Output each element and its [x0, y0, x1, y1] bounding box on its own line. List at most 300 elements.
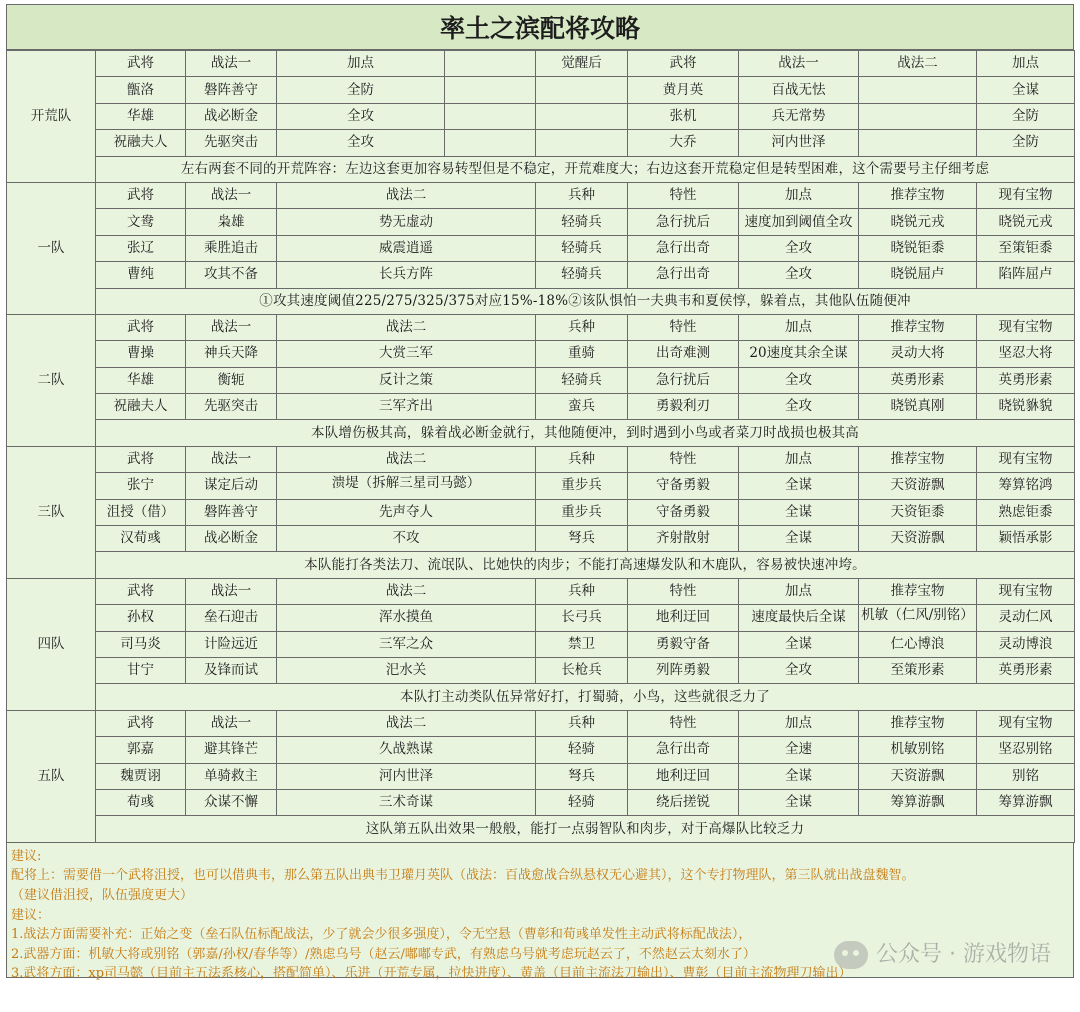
table-cell	[96, 130, 186, 156]
column-header-text: 推荐宝物	[890, 319, 945, 336]
table-cell	[277, 631, 536, 657]
table-cell-text: 张机	[669, 107, 697, 124]
table-cell	[277, 262, 536, 288]
table-cell	[186, 394, 277, 420]
advice-line: 建议:	[11, 848, 42, 864]
table-cell	[186, 130, 277, 156]
table-cell-text: 磐阵善守	[204, 81, 258, 98]
column-header	[186, 446, 277, 472]
table-cell	[536, 235, 628, 261]
table-row	[7, 499, 1075, 525]
table-row	[7, 763, 1075, 789]
table-cell	[186, 235, 277, 261]
team-label-text: 一队	[37, 239, 65, 256]
table-cell-text: 晓锐元戎	[890, 213, 945, 230]
table-cell	[859, 605, 977, 631]
column-header	[859, 314, 977, 340]
table-cell	[536, 103, 628, 129]
column-header-text: 兵种	[568, 319, 595, 336]
table-cell	[977, 77, 1075, 103]
table-cell	[536, 763, 628, 789]
table-cell-text: 长弓兵	[561, 609, 602, 626]
table-cell-text	[538, 106, 625, 127]
table-cell-text: 枭雄	[217, 213, 245, 230]
table-cell	[186, 209, 277, 235]
table-row	[7, 288, 1075, 314]
team-label-text: 四队	[37, 635, 65, 652]
column-header-text: 武将	[127, 187, 154, 204]
table-cell-text: 灵动仁风	[998, 609, 1053, 626]
table-cell-text: 天资游飘	[890, 530, 945, 547]
table-cell-text: 避其锋芒	[204, 741, 258, 758]
column-header-text: 战法一	[210, 583, 252, 599]
column-header-text: 战法二	[897, 55, 938, 72]
team-note	[96, 420, 1075, 446]
table-cell-text: 三术奇谋	[379, 794, 433, 811]
table-cell-text: 张辽	[127, 239, 154, 256]
table-cell-text: 先驱突击	[204, 134, 258, 151]
column-header-text: 武将	[127, 583, 154, 599]
table-cell	[96, 789, 186, 815]
column-header-text: 现有宝物	[998, 583, 1053, 599]
column-header	[96, 578, 186, 604]
table-cell	[96, 209, 186, 235]
table-cell-text: 魏贾诩	[120, 767, 161, 784]
table-cell	[977, 657, 1075, 683]
table-row	[7, 657, 1075, 683]
table-row	[7, 473, 1075, 499]
table-cell	[96, 235, 186, 261]
table-cell-text: 全攻	[347, 134, 374, 151]
table-cell	[628, 262, 739, 288]
table-cell	[977, 130, 1075, 156]
column-header	[277, 182, 536, 208]
table-cell	[628, 103, 739, 129]
table-cell	[739, 77, 859, 103]
table-cell-text: 全谋	[1012, 81, 1039, 98]
table-cell	[977, 235, 1075, 261]
table-cell-text: 筹算铭鸿	[998, 477, 1053, 494]
table-cell-text: 荀彧	[127, 794, 154, 811]
column-header-text: 战法一	[210, 319, 252, 336]
table-cell	[859, 341, 977, 367]
table-cell-text: 河内世泽	[379, 767, 433, 784]
column-header-text: 推荐宝物	[890, 187, 945, 204]
table-cell-text: 熟虑钜黍	[998, 503, 1053, 520]
table-cell-text: 急行扰后	[656, 371, 710, 388]
column-header	[859, 578, 977, 604]
table-cell	[859, 235, 977, 261]
table-cell-text: 出奇难测	[656, 345, 710, 362]
column-header-text: 加点	[1012, 55, 1039, 72]
column-header-text: 现有宝物	[998, 451, 1053, 468]
table-cell-text	[861, 80, 974, 101]
table-cell	[859, 103, 977, 129]
table-cell	[96, 605, 186, 631]
column-header-text: 现有宝物	[998, 319, 1053, 336]
table-cell	[859, 789, 977, 815]
table-cell-text: 晓锐貅貌	[998, 398, 1053, 415]
table-cell	[739, 789, 859, 815]
table-cell	[536, 367, 628, 393]
table-cell-text: 列阵勇毅	[656, 662, 710, 679]
table-cell	[977, 605, 1075, 631]
table-cell	[739, 499, 859, 525]
table-cell-text: 灵动博浪	[998, 635, 1053, 652]
table-cell	[536, 737, 628, 763]
table-cell-text: 全攻	[785, 239, 812, 256]
table-cell-text: 甘宁	[127, 662, 154, 679]
table-cell-text: 百战无怯	[771, 81, 826, 98]
table-cell	[186, 605, 277, 631]
table-cell-text: 全攻	[785, 371, 812, 388]
table-cell-text: 长兵方阵	[379, 266, 433, 283]
table-cell	[536, 526, 628, 552]
table-row	[7, 631, 1075, 657]
table-cell	[739, 103, 859, 129]
column-header-text: 战法二	[385, 583, 427, 599]
table-cell-text: 乘胜追击	[204, 239, 258, 256]
table-cell-text: 绕后搓锐	[656, 794, 710, 811]
column-header	[739, 710, 859, 736]
table-cell	[536, 473, 628, 499]
column-header	[536, 314, 628, 340]
table-cell	[186, 763, 277, 789]
table-cell	[186, 631, 277, 657]
lineup-table	[6, 50, 1075, 843]
column-header-text: 加点	[785, 187, 812, 204]
column-header-text: 兵种	[568, 187, 595, 204]
table-cell-text: 三军齐出	[379, 398, 433, 415]
table-cell-text: 全防	[1012, 134, 1039, 151]
table-cell	[977, 499, 1075, 525]
table-cell-text: 溃堤（拆解三星司马懿）	[331, 474, 481, 491]
table-cell	[859, 130, 977, 156]
table-cell	[536, 499, 628, 525]
column-header-text: 现有宝物	[998, 187, 1053, 204]
table-cell	[277, 605, 536, 631]
table-cell	[859, 499, 977, 525]
column-header	[977, 314, 1075, 340]
advice-line: 建议：	[11, 907, 51, 923]
column-header-text: 觉醒后	[561, 55, 602, 72]
table-cell	[628, 499, 739, 525]
table-cell-text: 全谋	[785, 794, 812, 811]
column-header-text: 加点	[785, 583, 812, 599]
table-cell	[96, 473, 186, 499]
table-cell-text: 英勇形素	[998, 371, 1053, 388]
column-header	[739, 314, 859, 340]
table-cell	[186, 526, 277, 552]
table-cell	[739, 473, 859, 499]
table-row	[7, 262, 1075, 288]
table-cell	[977, 209, 1075, 235]
team-label	[7, 182, 96, 314]
table-cell	[536, 394, 628, 420]
column-header-text: 加点	[785, 714, 812, 731]
table-cell-text: 全防	[347, 81, 374, 98]
table-cell-text: 齐射散射	[656, 530, 710, 547]
table-cell	[859, 394, 977, 420]
column-header-text: 兵种	[568, 714, 595, 731]
table-row	[7, 130, 1075, 156]
table-cell-text: 晓锐真刚	[890, 398, 945, 415]
column-header	[628, 446, 739, 472]
team-note-text: ①攻其速度阈值225/275/325/375对应15%-18%②该队惧怕一夫典韦和夏侯惇，躲着点，其他队伍随便冲	[259, 292, 911, 309]
table-cell	[96, 631, 186, 657]
sheet-title: 率土之滨配将攻略	[6, 4, 1074, 50]
table-cell-text: 兵无常势	[771, 107, 826, 124]
table-cell-text: 大乔	[669, 134, 697, 151]
table-cell-text: 地利迂回	[656, 609, 710, 626]
table-cell	[859, 367, 977, 393]
table-cell	[186, 341, 277, 367]
table-cell	[186, 657, 277, 683]
table-cell	[536, 657, 628, 683]
table-row	[7, 367, 1075, 393]
table-cell-text: 轻骑	[568, 794, 595, 811]
advice-line: 2.武器方面：机敏大将或别铭（郭嘉/孙权/春华等）/熟虑乌号（赵云/嘟嘟专武，有熟虑乌号就考虑玩赵云了，不然赵云太刻水了）	[11, 946, 756, 962]
column-header-text: 加点	[785, 319, 812, 336]
table-cell	[96, 341, 186, 367]
table-row	[7, 341, 1075, 367]
table-row	[7, 103, 1075, 129]
table-cell-text: 谋定后动	[204, 477, 258, 494]
table-row	[7, 710, 1075, 736]
table-row	[7, 605, 1075, 631]
table-cell-text: 三军之众	[379, 635, 433, 652]
column-header-text: 战法一	[210, 55, 252, 72]
table-cell-text: 曹操	[127, 345, 154, 362]
table-cell	[628, 367, 739, 393]
table-cell	[739, 262, 859, 288]
table-cell	[628, 235, 739, 261]
table-cell	[739, 341, 859, 367]
table-cell	[536, 262, 628, 288]
table-cell	[628, 209, 739, 235]
table-cell-text: 灵动大将	[890, 345, 945, 362]
column-header-text: 推荐宝物	[890, 583, 945, 599]
team-label-opening	[7, 51, 96, 183]
column-header-text: 战法二	[385, 319, 427, 336]
table-cell-text: 全谋	[785, 635, 812, 652]
table-cell-text: 久战熟谋	[379, 741, 433, 758]
table-cell	[277, 473, 536, 499]
team-note	[96, 684, 1075, 710]
table-cell	[277, 394, 536, 420]
table-cell	[859, 209, 977, 235]
table-cell	[277, 657, 536, 683]
table-cell-text: 文鸯	[127, 213, 154, 230]
column-header-text: 现有宝物	[998, 714, 1053, 731]
team-label	[7, 710, 96, 842]
table-cell	[628, 77, 739, 103]
table-cell-text: 众谋不懈	[204, 794, 258, 811]
table-row	[7, 578, 1075, 604]
team-label-text: 二队	[37, 371, 65, 388]
table-row	[7, 526, 1075, 552]
column-header	[96, 446, 186, 472]
advice-line: 配将上：需要借一个武将沮授，也可以借典韦，那么第五队出典韦卫瓘月英队（战法：百战愈战合纵悬权无心避其），这个专打物理队，第三队就出战盘魏智。	[11, 868, 915, 884]
team-label-text: 三队	[37, 503, 65, 520]
table-cell	[277, 499, 536, 525]
column-header	[977, 446, 1075, 472]
table-cell-text	[447, 80, 533, 101]
table-cell	[859, 77, 977, 103]
team-label	[7, 314, 96, 446]
table-cell	[628, 605, 739, 631]
column-header-text: 战法一	[210, 714, 252, 731]
team-note	[96, 816, 1075, 842]
table-cell-text: 华雄	[127, 371, 154, 388]
table-cell	[277, 789, 536, 815]
column-header	[628, 578, 739, 604]
table-cell-text: 筹算游飘	[890, 794, 945, 811]
table-cell-text: 及锋而试	[204, 662, 258, 679]
column-header	[277, 314, 536, 340]
column-header	[445, 51, 536, 77]
column-header-text: 兵种	[568, 451, 595, 468]
table-cell-text: 全防	[1012, 107, 1039, 124]
table-cell-text: 陷阵屈卢	[998, 266, 1053, 283]
column-header	[977, 51, 1075, 77]
table-cell-text: 急行出奇	[656, 266, 710, 283]
table-cell-text: 轻骑兵	[561, 239, 602, 256]
table-cell-text: 轻骑兵	[561, 213, 602, 230]
team-note-text: 左右两套不同的开荒阵容：左边这套更加容易转型但是不稳定，开荒难度大；右边这套开荒稳定但是转型困难，这个需要号主仔细考虑	[180, 160, 990, 177]
table-cell-text: 计险远近	[204, 635, 258, 652]
table-cell	[859, 526, 977, 552]
table-cell	[977, 341, 1075, 367]
table-cell	[859, 473, 977, 499]
team-note-text: 这队第五队出效果一般般，能打一点弱智队和肉步，对于高爆队比较乏力	[365, 820, 805, 837]
column-header	[536, 51, 628, 77]
column-header	[536, 446, 628, 472]
column-header	[739, 182, 859, 208]
table-cell	[277, 77, 445, 103]
table-cell-text: 曹纯	[127, 266, 154, 283]
table-row	[7, 209, 1075, 235]
table-cell-text: 汜水关	[385, 662, 427, 679]
table-row	[7, 394, 1075, 420]
table-cell-text: 全攻	[785, 662, 812, 679]
table-cell-text: 英勇形素	[998, 662, 1053, 679]
table-cell-text: 蛮兵	[568, 398, 595, 415]
column-header	[96, 314, 186, 340]
watermark-text: 公众号 · 游戏物语	[876, 941, 1051, 967]
table-cell	[859, 737, 977, 763]
table-cell	[96, 394, 186, 420]
table-cell	[536, 341, 628, 367]
table-cell	[186, 473, 277, 499]
column-header	[186, 710, 277, 736]
table-cell-text: 祝融夫人	[113, 134, 168, 151]
table-cell-text: 机敏（仁风/别铭）	[861, 606, 974, 623]
team-label	[7, 578, 96, 710]
table-cell	[628, 789, 739, 815]
table-cell	[977, 631, 1075, 657]
table-cell-text	[538, 80, 625, 101]
table-cell-text: 勇毅守备	[656, 635, 710, 652]
column-header	[186, 314, 277, 340]
table-cell-text: 威震逍遥	[379, 239, 433, 256]
table-cell	[277, 130, 445, 156]
table-cell-text: 长枪兵	[561, 662, 602, 679]
table-cell	[739, 526, 859, 552]
table-cell-text	[861, 132, 974, 153]
table-cell	[536, 605, 628, 631]
advice-line: 3.武将方面：xp司马懿（目前主五法系核心，搭配简单）、乐进（开荒专属，拉快进度）、黄盖（目前主流法刀输出）、曹彰（目前主流物理刀输出）	[11, 966, 852, 982]
table-cell	[536, 209, 628, 235]
table-row	[7, 314, 1075, 340]
table-cell-text: 汉荀彧	[120, 530, 161, 547]
column-header	[628, 51, 739, 77]
advice-line: 1.战法方面需要补充：正始之变（垒石队伍标配战法，少了就会少很多强度），令无空悬（曹彰和荀彧单发性主动武将标配战法），	[11, 927, 752, 943]
table-cell-text: 20速度其余全谋	[749, 345, 848, 362]
table-cell	[628, 526, 739, 552]
table-cell-text: 张宁	[127, 477, 154, 494]
table-cell-text: 守备勇毅	[656, 503, 710, 520]
table-cell	[628, 473, 739, 499]
table-cell	[977, 262, 1075, 288]
watermark	[834, 941, 1051, 969]
column-header	[859, 710, 977, 736]
table-cell	[96, 763, 186, 789]
table-cell	[96, 262, 186, 288]
team-note-text: 本队增伤极其高，躲着战必断金就行，其他随便冲，到时遇到小鸟或者菜刀时战损也极其高	[311, 424, 859, 441]
column-header	[977, 578, 1075, 604]
column-header-text: 推荐宝物	[890, 451, 945, 468]
column-header	[186, 578, 277, 604]
table-row	[7, 737, 1075, 763]
table-cell-text: 全谋	[785, 767, 812, 784]
table-cell	[628, 737, 739, 763]
table-cell-text: 晓锐元戎	[998, 213, 1053, 230]
table-cell-text: 单骑救主	[204, 767, 258, 784]
table-cell	[536, 631, 628, 657]
advice-line: （建议借沮授，队伍强度更大）	[11, 887, 194, 903]
column-header	[859, 51, 977, 77]
column-header-text: 特性	[669, 451, 697, 468]
table-cell	[739, 394, 859, 420]
column-header	[859, 446, 977, 472]
table-cell-text: 大赏三军	[379, 345, 433, 362]
table-cell-text: 司马炎	[120, 635, 161, 652]
team-label-text: 五队	[37, 767, 65, 784]
table-cell-text: 速度最快后全谋	[751, 609, 846, 626]
column-header	[186, 182, 277, 208]
table-cell-text: 重步兵	[561, 503, 602, 520]
column-header-text: 兵种	[568, 583, 595, 599]
table-cell-text: 仁心博浪	[890, 635, 945, 652]
table-cell	[739, 631, 859, 657]
table-cell-text: 天资游飘	[890, 767, 945, 784]
table-cell	[277, 763, 536, 789]
table-cell-text: 神兵天降	[204, 345, 258, 362]
column-header-text: 战法一	[778, 55, 819, 72]
column-header-text	[447, 53, 533, 74]
table-cell-text: 全谋	[785, 477, 812, 494]
table-row	[7, 182, 1075, 208]
table-cell	[277, 737, 536, 763]
table-cell-text: 颖悟承影	[998, 530, 1053, 547]
column-header-text: 战法二	[385, 187, 427, 204]
table-cell	[96, 77, 186, 103]
table-row	[7, 156, 1075, 182]
column-header	[739, 578, 859, 604]
table-row	[7, 816, 1075, 842]
table-cell-text: 磐阵善守	[204, 503, 258, 520]
